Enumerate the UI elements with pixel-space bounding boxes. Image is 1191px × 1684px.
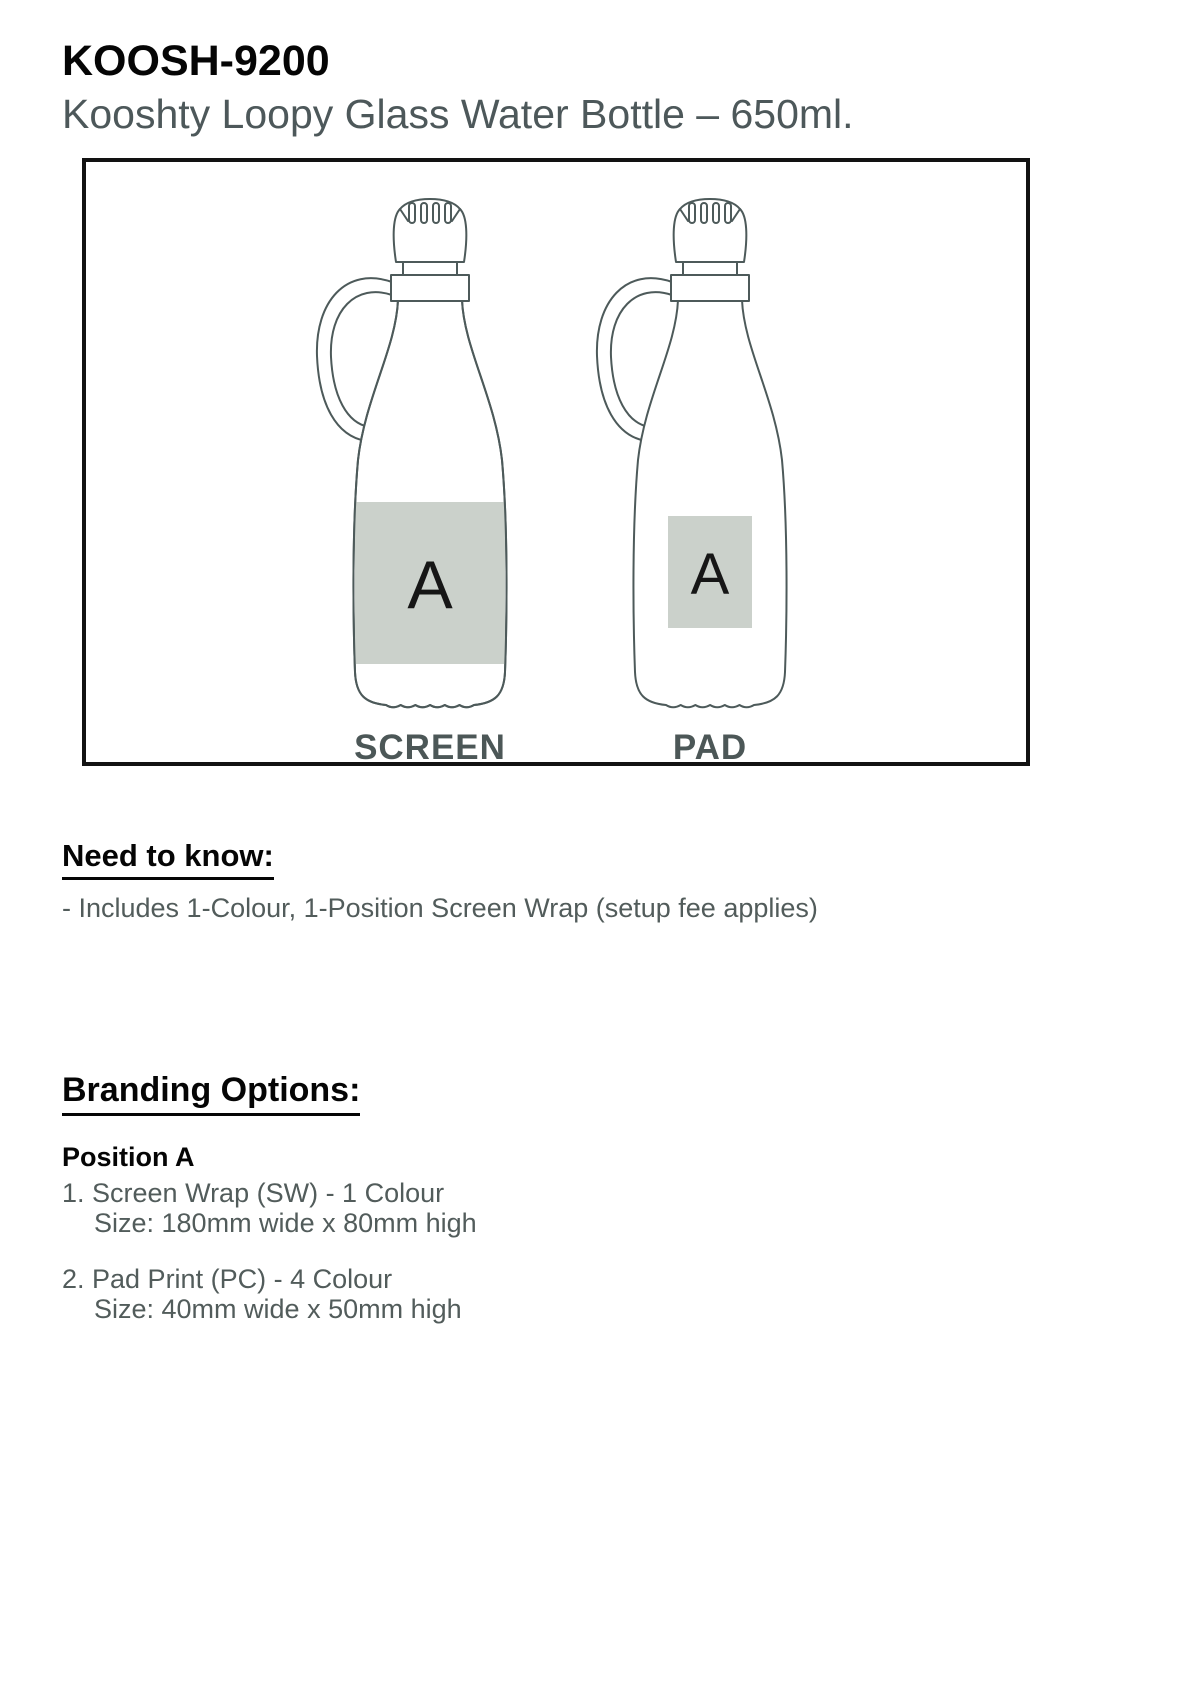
bottle-illustration-screen (310, 196, 550, 716)
option-2-title: 2. Pad Print (PC) - 4 Colour (62, 1264, 393, 1294)
branding-diagram-box (82, 158, 1030, 766)
need-to-know-heading: Need to know: (62, 838, 274, 880)
neck-band (391, 275, 469, 301)
need-to-know-note: - Includes 1-Colour, 1-Position Screen Wrap (setup fee applies) (62, 893, 818, 923)
branding-options-section (62, 1070, 477, 1324)
branding-options-heading: Branding Options: (62, 1070, 360, 1116)
method-label-pad: PAD (672, 728, 748, 767)
method-label-screen: SCREEN (354, 728, 506, 767)
bottle-body (633, 300, 786, 707)
option-2-size: Size: 40mm wide x 50mm high (94, 1294, 462, 1324)
bottle-illustration-pad (590, 196, 830, 716)
option-1-size: Size: 180mm wide x 80mm high (94, 1208, 477, 1238)
bottle-pad-figure (590, 196, 830, 767)
neck-band (671, 275, 749, 301)
need-to-know-section (62, 838, 818, 924)
product-name: Kooshty Loopy Glass Water Bottle – 650ml. (62, 91, 854, 137)
product-code: KOOSH-9200 (62, 37, 330, 85)
bottle-cap (674, 199, 747, 262)
option-1-title: 1. Screen Wrap (SW) - 1 Colour (62, 1178, 445, 1208)
bottle-cap (394, 199, 467, 262)
position-a-title: Position A (62, 1142, 195, 1172)
bottle-screen-figure (310, 196, 550, 767)
header (62, 36, 854, 138)
position-a-label: A (407, 547, 453, 623)
position-a-label: A (690, 542, 730, 607)
